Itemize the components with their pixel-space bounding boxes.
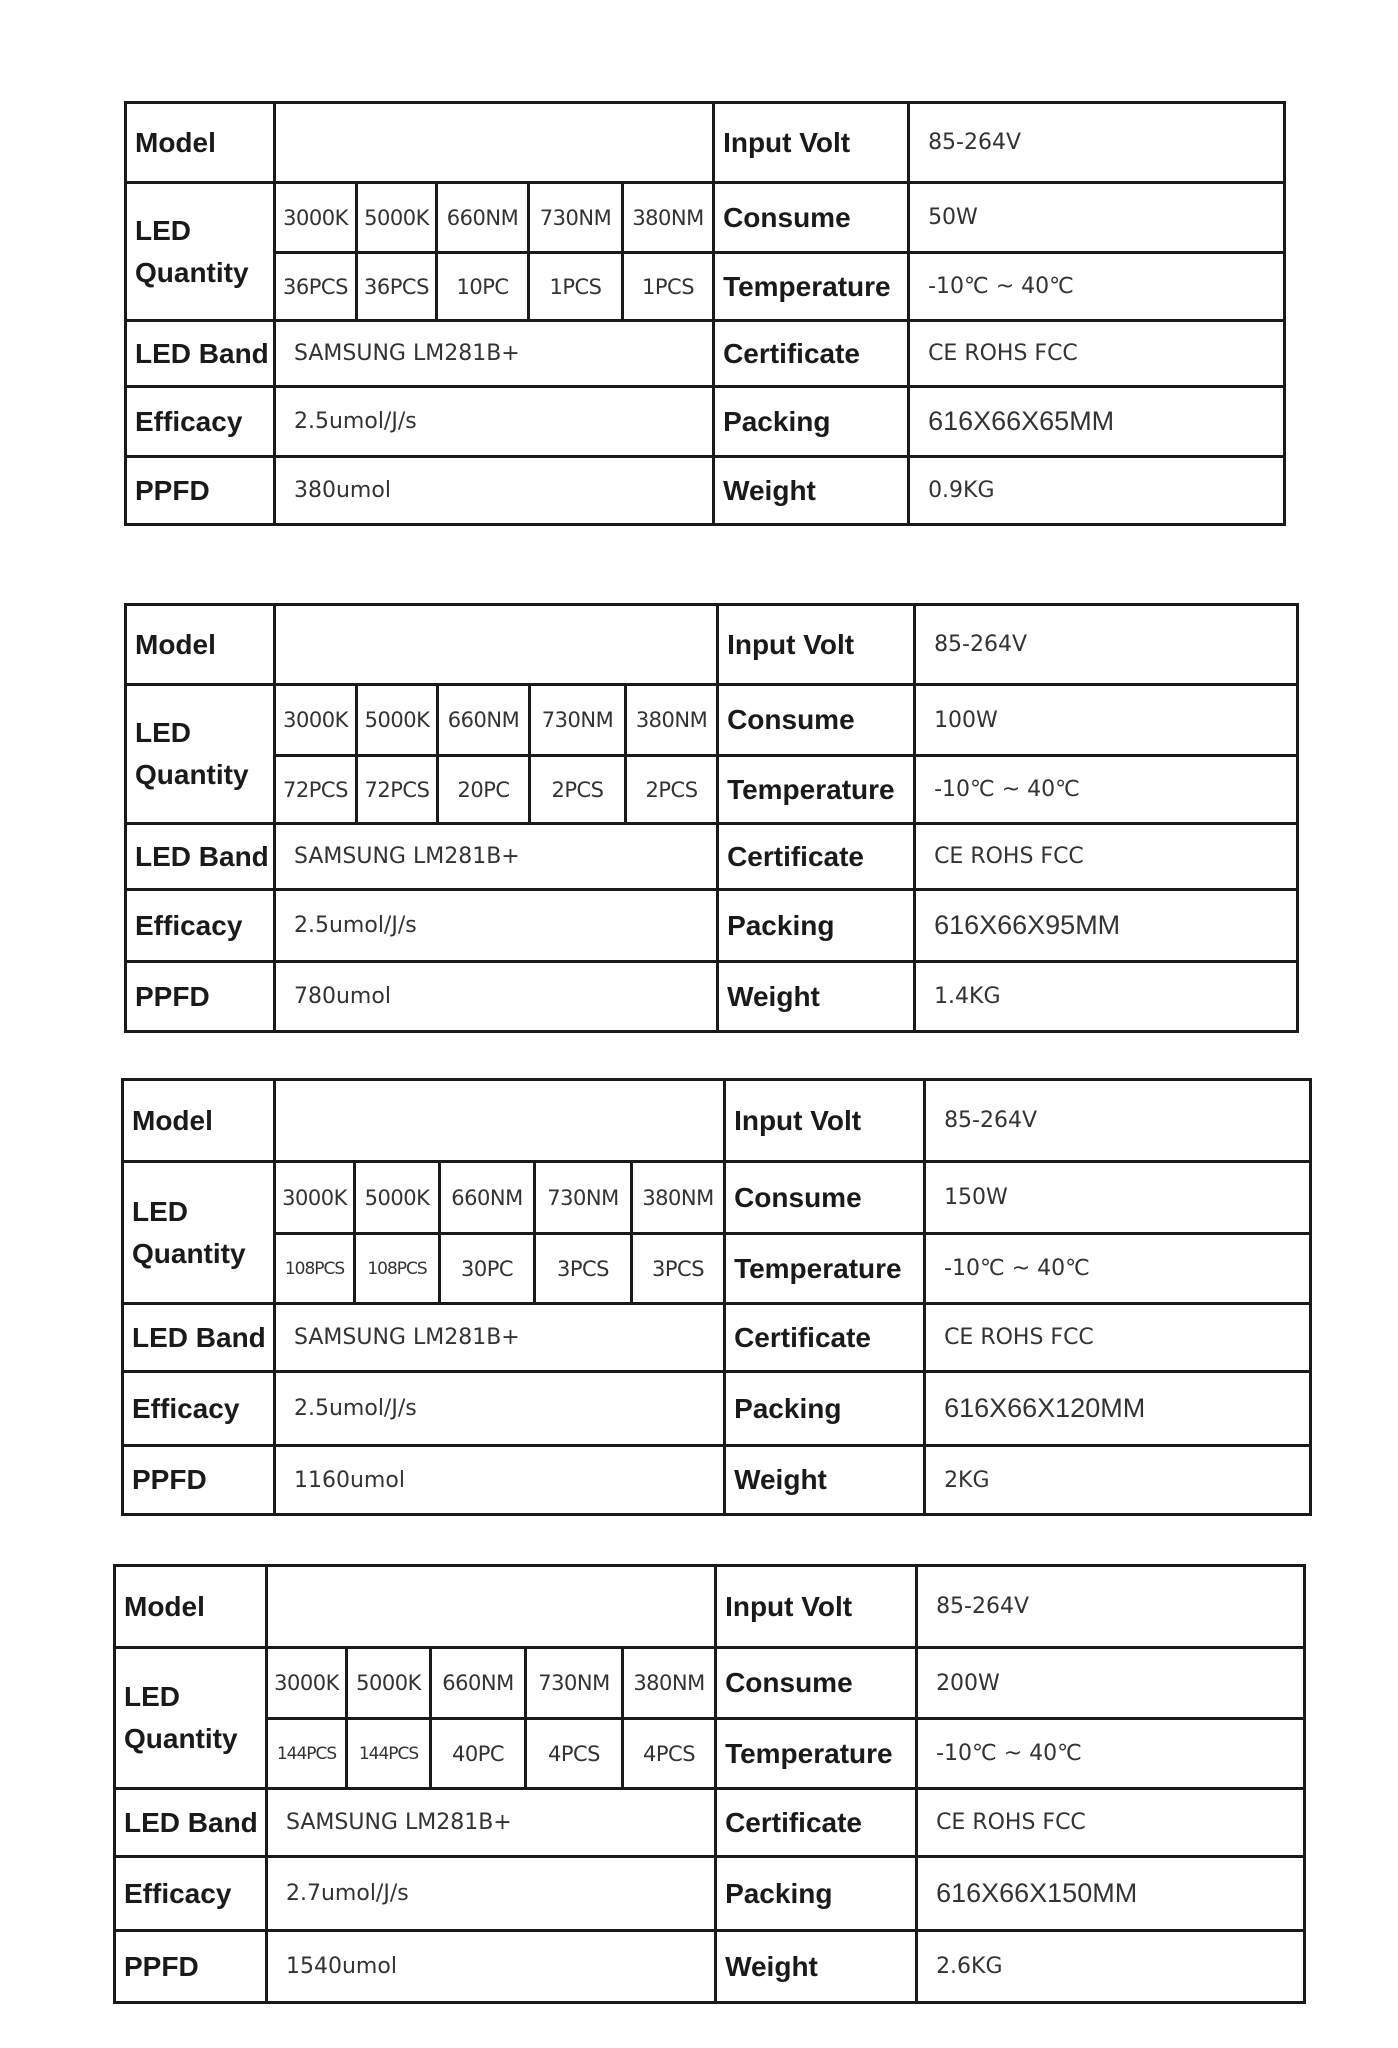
quantity-cell: 36PCS — [275, 253, 357, 321]
model-label: Model — [126, 605, 275, 685]
quantity-cell: 144PCS — [267, 1719, 347, 1789]
model-value — [275, 605, 718, 685]
consume-value: 100W — [915, 685, 1298, 756]
ppfd-value: 1160umol — [275, 1446, 725, 1515]
packing-label: Packing — [716, 1857, 917, 1931]
input-volt-label: Input Volt — [714, 103, 909, 183]
quantity-cell: 72PCS — [357, 756, 438, 824]
led-band-label: LED Band — [126, 824, 275, 890]
efficacy-value: 2.5umol/J/s — [275, 1372, 725, 1446]
quantity-cell: 10PC — [437, 253, 529, 321]
led-quantity-label-line1: LED — [135, 214, 191, 246]
wavelength-cell: 3000K — [275, 183, 357, 253]
wavelength-cell: 3000K — [275, 685, 357, 756]
temperature-value: -10℃ ~ 40℃ — [909, 253, 1285, 321]
weight-label: Weight — [725, 1446, 925, 1515]
consume-value: 150W — [925, 1162, 1311, 1234]
quantity-cell: 1PCS — [623, 253, 714, 321]
temperature-value: -10℃ ~ 40℃ — [915, 756, 1298, 824]
quantity-cell: 4PCS — [623, 1719, 716, 1789]
ppfd-label: PPFD — [126, 962, 275, 1032]
led-quantity-label-line1: LED — [132, 1195, 188, 1227]
temperature-value: -10℃ ~ 40℃ — [917, 1719, 1305, 1789]
led-quantity-label-line1: LED — [135, 717, 191, 748]
wavelength-cell: 730NM — [526, 1648, 623, 1719]
led-band-label: LED Band — [115, 1789, 267, 1857]
consume-label: Consume — [718, 685, 915, 756]
quantity-cell: 108PCS — [355, 1234, 440, 1304]
ppfd-label: PPFD — [115, 1931, 267, 2003]
efficacy-label: Efficacy — [126, 387, 275, 457]
led-band-value: SAMSUNG LM281B+ — [275, 824, 718, 890]
led-band-label: LED Band — [126, 321, 275, 387]
packing-label: Packing — [718, 890, 915, 962]
efficacy-value: 2.7umol/J/s — [267, 1857, 716, 1931]
model-label: Model — [123, 1080, 275, 1162]
input-volt-value: 85-264V — [915, 605, 1298, 685]
wavelength-cell: 730NM — [535, 1162, 632, 1234]
ppfd-label: PPFD — [126, 457, 275, 525]
wavelength-cell: 660NM — [431, 1648, 526, 1719]
ppfd-label: PPFD — [123, 1446, 275, 1515]
model-value — [267, 1566, 716, 1648]
consume-label: Consume — [716, 1648, 917, 1719]
led-quantity-label — [115, 1648, 267, 1789]
spec-table-3 — [121, 1078, 1312, 1516]
wavelength-cell: 730NM — [530, 685, 626, 756]
wavelength-cell: 660NM — [437, 183, 529, 253]
input-volt-label: Input Volt — [725, 1080, 925, 1162]
efficacy-label: Efficacy — [126, 890, 275, 962]
certificate-value: CE ROHS FCC — [917, 1789, 1305, 1857]
spec-table-2 — [124, 603, 1299, 1033]
wavelength-cell: 5000K — [355, 1162, 440, 1234]
led-band-value: SAMSUNG LM281B+ — [275, 1304, 725, 1372]
quantity-cell: 144PCS — [347, 1719, 431, 1789]
led-quantity-label-line1: LED — [124, 1681, 180, 1712]
temperature-label: Temperature — [718, 756, 915, 824]
led-quantity-label — [126, 183, 275, 321]
consume-label: Consume — [714, 183, 909, 253]
ppfd-value: 380umol — [275, 457, 714, 525]
led-quantity-label-line2: Quantity — [135, 759, 249, 790]
packing-value: 616X66X65MM — [909, 387, 1285, 457]
wavelength-cell: 380NM — [623, 1648, 716, 1719]
quantity-cell: 72PCS — [275, 756, 357, 824]
quantity-cell: 3PCS — [535, 1234, 632, 1304]
model-value — [275, 103, 714, 183]
led-band-value: SAMSUNG LM281B+ — [275, 321, 714, 387]
model-value — [275, 1080, 725, 1162]
quantity-cell: 2PCS — [530, 756, 626, 824]
quantity-cell: 20PC — [438, 756, 530, 824]
certificate-value: CE ROHS FCC — [925, 1304, 1311, 1372]
temperature-value: -10℃ ~ 40℃ — [925, 1234, 1311, 1304]
certificate-label: Certificate — [725, 1304, 925, 1372]
quantity-cell: 1PCS — [529, 253, 623, 321]
certificate-value: CE ROHS FCC — [909, 321, 1285, 387]
quantity-cell: 36PCS — [357, 253, 437, 321]
input-volt-label: Input Volt — [716, 1566, 917, 1648]
efficacy-label: Efficacy — [115, 1857, 267, 1931]
temperature-label: Temperature — [714, 253, 909, 321]
wavelength-cell: 3000K — [267, 1648, 347, 1719]
temperature-label: Temperature — [716, 1719, 917, 1789]
efficacy-value: 2.5umol/J/s — [275, 387, 714, 457]
weight-value: 0.9KG — [909, 457, 1285, 525]
wavelength-cell: 380NM — [623, 183, 714, 253]
wavelength-cell: 3000K — [275, 1162, 355, 1234]
led-band-label: LED Band — [123, 1304, 275, 1372]
certificate-label: Certificate — [714, 321, 909, 387]
input-volt-value: 85-264V — [909, 103, 1285, 183]
model-label: Model — [126, 103, 275, 183]
led-quantity-label-line2: Quantity — [135, 256, 249, 288]
weight-value: 2KG — [925, 1446, 1311, 1515]
weight-label: Weight — [718, 962, 915, 1032]
wavelength-cell: 5000K — [357, 183, 437, 253]
packing-label: Packing — [714, 387, 909, 457]
wavelength-cell: 380NM — [632, 1162, 725, 1234]
wavelength-cell: 660NM — [440, 1162, 535, 1234]
certificate-value: CE ROHS FCC — [915, 824, 1298, 890]
packing-value: 616X66X120MM — [925, 1372, 1311, 1446]
certificate-label: Certificate — [716, 1789, 917, 1857]
certificate-label: Certificate — [718, 824, 915, 890]
quantity-cell: 40PC — [431, 1719, 526, 1789]
quantity-cell: 3PCS — [632, 1234, 725, 1304]
led-quantity-label-line2: Quantity — [132, 1237, 246, 1269]
wavelength-cell: 660NM — [438, 685, 530, 756]
packing-value: 616X66X95MM — [915, 890, 1298, 962]
quantity-cell: 108PCS — [275, 1234, 355, 1304]
efficacy-label: Efficacy — [123, 1372, 275, 1446]
input-volt-value: 85-264V — [917, 1566, 1305, 1648]
led-band-value: SAMSUNG LM281B+ — [267, 1789, 716, 1857]
model-label: Model — [115, 1566, 267, 1648]
consume-label: Consume — [725, 1162, 925, 1234]
wavelength-cell: 5000K — [347, 1648, 431, 1719]
packing-value: 616X66X150MM — [917, 1857, 1305, 1931]
weight-label: Weight — [714, 457, 909, 525]
input-volt-value: 85-264V — [925, 1080, 1311, 1162]
packing-label: Packing — [725, 1372, 925, 1446]
wavelength-cell: 380NM — [626, 685, 718, 756]
weight-value: 2.6KG — [917, 1931, 1305, 2003]
quantity-cell: 2PCS — [626, 756, 718, 824]
ppfd-value: 1540umol — [267, 1931, 716, 2003]
input-volt-label: Input Volt — [718, 605, 915, 685]
weight-label: Weight — [716, 1931, 917, 2003]
spec-table-4 — [113, 1564, 1306, 2004]
spec-table-1 — [124, 101, 1286, 526]
quantity-cell: 4PCS — [526, 1719, 623, 1789]
consume-value: 200W — [917, 1648, 1305, 1719]
ppfd-value: 780umol — [275, 962, 718, 1032]
consume-value: 50W — [909, 183, 1285, 253]
led-quantity-label — [126, 685, 275, 824]
temperature-label: Temperature — [725, 1234, 925, 1304]
efficacy-value: 2.5umol/J/s — [275, 890, 718, 962]
led-quantity-label-line2: Quantity — [124, 1723, 238, 1754]
led-quantity-label — [123, 1162, 275, 1304]
wavelength-cell: 5000K — [357, 685, 438, 756]
quantity-cell: 30PC — [440, 1234, 535, 1304]
wavelength-cell: 730NM — [529, 183, 623, 253]
weight-value: 1.4KG — [915, 962, 1298, 1032]
